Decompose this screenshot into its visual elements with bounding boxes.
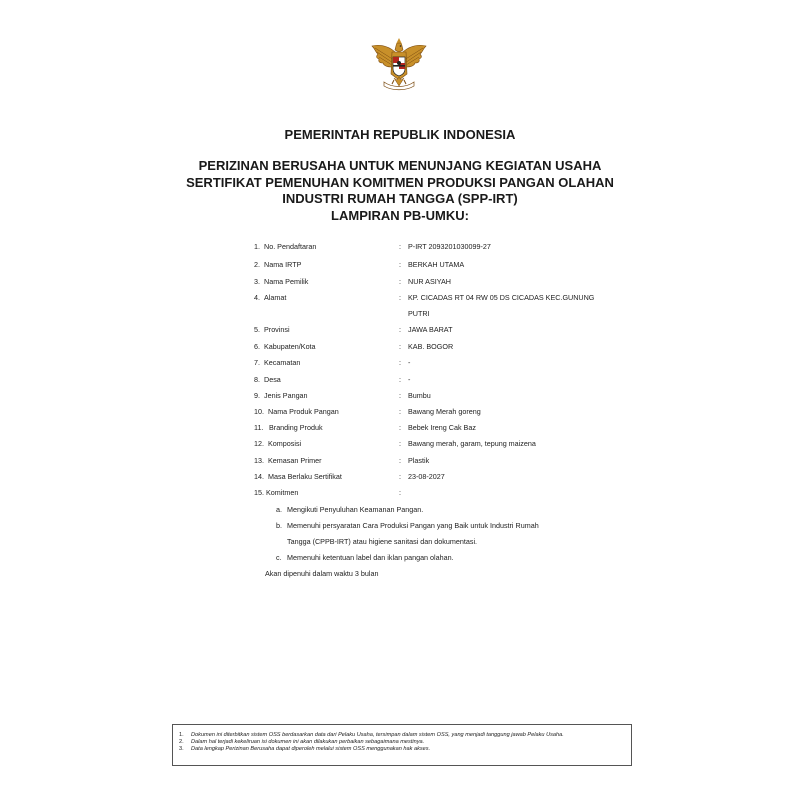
footer-note-number: 2. xyxy=(179,739,184,746)
komitmen-letter: b. xyxy=(276,521,282,530)
title-line: LAMPIRAN PB-UMKU: xyxy=(331,207,469,223)
field-number: 3. xyxy=(254,277,260,286)
footer-note xyxy=(179,739,623,746)
field-label: Komitmen xyxy=(266,488,299,497)
field-colon: : xyxy=(399,358,401,367)
title-line: PERIZINAN BERUSAHA UNTUK MENUNJANG KEGIATAN USAHA xyxy=(198,158,602,173)
field-label: Alamat xyxy=(264,293,287,302)
title-line: INDUSTRI RUMAH TANGGA (SPP-IRT) xyxy=(282,191,518,206)
document-title xyxy=(0,158,800,224)
field-number: 10. xyxy=(254,407,264,416)
title-line: SERTIFIKAT PEMENUHAN KOMITMEN PRODUKSI PANGAN OLAHAN xyxy=(186,174,614,190)
footer-note-number: 1. xyxy=(179,732,184,738)
komitmen-letter: c. xyxy=(276,553,282,562)
garuda-emblem-icon xyxy=(370,36,428,94)
field-label: Nama Produk Pangan xyxy=(268,407,339,416)
komitmen-letter: a. xyxy=(276,505,282,514)
field-label: Masa Berlaku Sertifikat xyxy=(268,472,342,481)
footer-note xyxy=(179,732,623,739)
field-number: 12. xyxy=(254,439,264,448)
field-value: JAWA BARAT xyxy=(408,325,453,334)
komitmen-text: Memenuhi ketentuan label dan iklan pangan olahan. xyxy=(287,553,454,562)
field-number: 8. xyxy=(254,375,260,384)
field-label: Kecamatan xyxy=(264,358,301,367)
field-colon: : xyxy=(399,488,401,497)
field-colon: : xyxy=(399,293,401,302)
field-number: 15. xyxy=(254,488,264,497)
field-colon: : xyxy=(399,375,401,384)
field-number: 14. xyxy=(254,472,264,481)
field-colon: : xyxy=(399,439,401,448)
footer-note-number: 3. xyxy=(179,746,184,753)
field-label: Nama IRTP xyxy=(264,260,302,269)
field-colon: : xyxy=(399,407,401,416)
footer-note-text: Data lengkap Perizinan Berusaha dapat diperoleh melalui sistem OSS menggunakan hak akses. xyxy=(191,746,431,753)
komitmen-item-b xyxy=(276,521,539,546)
footer-note-text: Dalam hal terjadi kekeliruan isi dokumen ini akan dilakukan perbaikan sebagaimana mestinya. xyxy=(191,739,425,746)
footer-notes-box xyxy=(172,724,632,766)
field-number: 5. xyxy=(254,325,260,334)
field-number: 7. xyxy=(254,358,260,367)
field-value: KP. CICADAS RT 04 RW 05 DS CICADAS KEC.GUNUNG xyxy=(408,293,595,302)
field-number: 11. xyxy=(254,423,264,432)
field-label: No. Pendaftaran xyxy=(264,242,317,251)
field-number: 4. xyxy=(254,293,260,302)
field-value: - xyxy=(408,358,411,367)
field-colon: : xyxy=(399,472,401,481)
field-value: Bawang merah, garam, tepung maizena xyxy=(408,439,536,448)
field-number: 1. xyxy=(254,242,260,251)
field-number: 9. xyxy=(254,391,260,400)
field-label: Komposisi xyxy=(268,439,302,448)
field-value: Bebek Ireng Cak Baz xyxy=(408,423,476,432)
footer-note xyxy=(179,746,623,753)
field-colon: : xyxy=(399,391,401,400)
field-colon: : xyxy=(399,423,401,432)
field-value-continued: PUTRI xyxy=(408,309,430,318)
field-colon: : xyxy=(399,242,401,251)
field-number: 13. xyxy=(254,456,264,465)
komitmen-text: Memenuhi persyaratan Cara Produksi Pangan yang Baik untuk Industri Rumah xyxy=(287,521,539,530)
field-value: - xyxy=(408,375,411,384)
field-value: Bawang Merah goreng xyxy=(408,407,481,416)
field-label: Branding Produk xyxy=(269,423,323,432)
field-label: Nama Pemilik xyxy=(264,277,309,286)
field-number: 2. xyxy=(254,260,260,269)
field-number: 6. xyxy=(254,342,260,351)
field-value: Plastik xyxy=(408,456,430,465)
komitmen-text: Mengikuti Penyuluhan Keamanan Pangan. xyxy=(287,505,424,514)
field-colon: : xyxy=(399,456,401,465)
field-colon: : xyxy=(399,342,401,351)
komitmen-text-continued: Tangga (CPPB-IRT) atau higiene sanitasi dan dokumentasi. xyxy=(287,537,478,546)
field-colon: : xyxy=(399,277,401,286)
field-value: 23-08-2027 xyxy=(408,472,445,481)
fulfilment-note: Akan dipenuhi dalam waktu 3 bulan xyxy=(265,569,379,578)
field-value: P-IRT 2093201030099-27 xyxy=(408,242,491,251)
field-value: KAB. BOGOR xyxy=(408,342,454,351)
field-label: Provinsi xyxy=(264,325,290,334)
field-label: Kemasan Primer xyxy=(268,456,322,465)
komitmen-item-a xyxy=(276,505,424,514)
field-label: Desa xyxy=(264,375,281,384)
field-label: Jenis Pangan xyxy=(264,391,308,400)
komitmen-item-c xyxy=(276,553,454,562)
government-heading: PEMERINTAH REPUBLIK INDONESIA xyxy=(284,127,516,142)
footer-note-text: Dokumen ini diterbitkan sistem OSS berdasarkan data dari Pelaku Usaha, tersimpan dalam sistem OSS, yang menjadi tanggung jawab Pelaku Usaha. xyxy=(191,732,564,738)
field-colon: : xyxy=(399,325,401,334)
field-label: Kabupaten/Kota xyxy=(264,342,316,351)
field-value: BERKAH UTAMA xyxy=(408,260,465,269)
field-colon: : xyxy=(399,260,401,269)
field-value: Bumbu xyxy=(408,391,431,400)
field-value: NUR ASIYAH xyxy=(408,277,452,286)
